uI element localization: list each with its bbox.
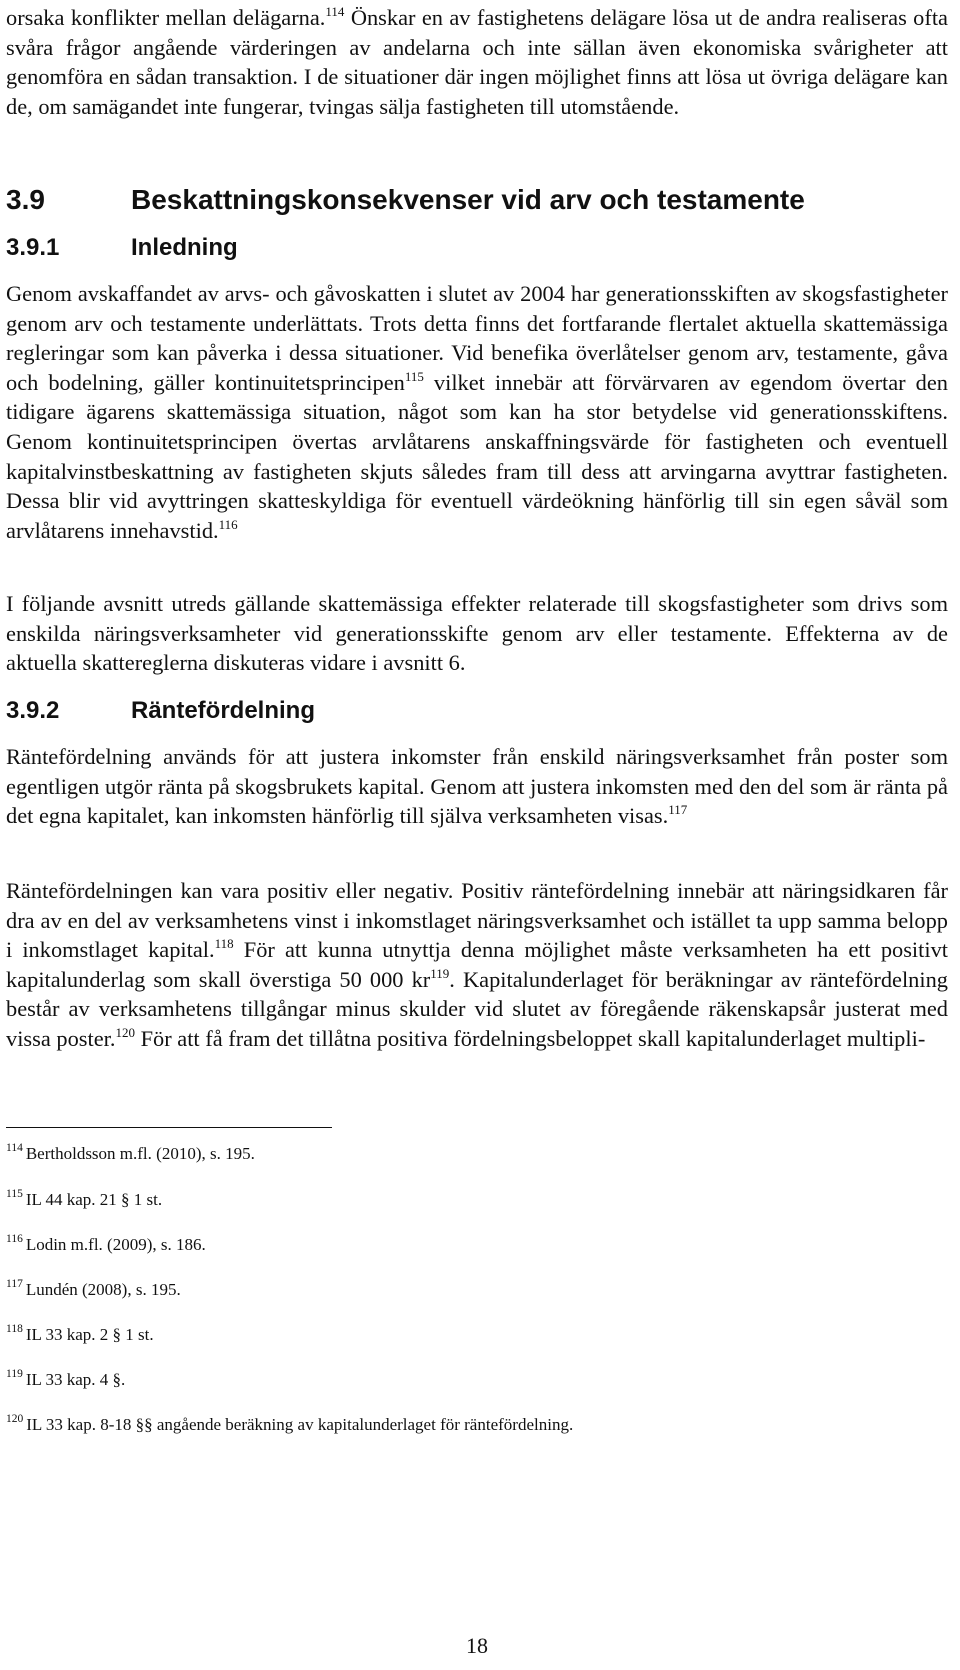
paragraph-text: vilket innebär att förvärvaren av egendom övertar den tidigare ägarens skattemässiga situation, något som kan ha stor betydelse vid generationsskiftens. Genom kontinuitetsprincipen övertas arvlåtarens anskaffningsvärde för fastigheten och eventuell kapitalvinstbeskattning av fastigheten skjuts således fram till dess att arvingarna avyttrar fastigheten. Dessa blir vid avyttringen skatteskyldiga för eventuell värdeökning hänförlig till sin egen såväl som arvlåtarens innehavstid. [6,369,948,543]
footnote-number: 119 [6,1368,23,1380]
footnote-ref[interactable]: 119 [430,965,450,981]
footnote [6,1415,573,1435]
subsection-title: Inledning [131,234,238,261]
footnote-ref[interactable]: 115 [404,368,424,384]
paragraph-text: Räntefördelningen kan vara positiv eller negativ. Positiv räntefördelning innebär att näringsidkaren får dra av en del av verksamhetens vinst i inkomstlaget näringsverksamhet och istället ta upp samma belopp i inkomstlaget kapital. [6,878,948,963]
footnote-text: IL 44 kap. 21 § 1 st. [25,1190,163,1209]
footnote-ref[interactable]: 116 [218,516,238,532]
footnote-text: IL 33 kap. 4 §. [25,1370,126,1389]
rantefordelning-paragraph-1 [6,742,948,831]
inledning-paragraph-2: I följande avsnitt utreds gällande skattemässiga effekter relaterade till skogsfastigheter som drivs som enskilda näringsverksamheter vid generationsskifte genom arv eller testamente. Effekterna av de aktuella skattereglerna diskuteras vidare i avsnitt 6. [6,591,948,676]
footnote-text: IL 33 kap. 8-18 §§ angående beräkning av kapitalunderlaget för räntefördelning. [26,1415,574,1434]
paragraph-text: orsaka konflikter mellan delägarna. [6,5,326,30]
footnote-text: Lodin m.fl. (2009), s. 186. [25,1235,206,1254]
footnote-text: Bertholdsson m.fl. (2010), s. 195. [25,1144,255,1163]
paragraph-text: Önskar en av fastighetens delägare lösa ut de andra realiseras ofta svåra frågor angående värderingen av andelarna och inte sällan även ekonomiska svårigheter att genomföra en sådan transaktion. I de situationer där ingen möjlighet finns att lösa ut övriga delägare kan de, om samägandet inte fungerar, tvingas sälja fastigheten till utomstående. [6,5,948,119]
footnote-ref[interactable]: 114 [325,4,345,19]
paragraph-text: För att kunna utnyttja denna möjlighet måste verksamheten ha ett positivt kapitalunderlag som skall överstiga 50 000 kr [6,937,948,992]
subsection-number: 3.9.1 [6,234,60,261]
subsection-number: 3.9.2 [6,697,60,724]
footnote-text: IL 33 kap. 2 § 1 st. [25,1325,154,1344]
section-title: Beskattningskonsekvenser vid arv och testamente [131,184,805,215]
footnote-number: 117 [6,1278,23,1290]
footnote [6,1370,125,1390]
document-page [6,0,948,1670]
footnote-number: 118 [6,1323,23,1335]
footnote [6,1325,154,1345]
footnote [6,1280,181,1300]
footnote-ref[interactable]: 120 [115,1024,135,1040]
footnote-number: 114 [6,1142,23,1154]
footnote-ref[interactable]: 118 [214,936,234,952]
footnote [6,1144,255,1164]
subsection-title: Räntefördelning [131,697,315,724]
paragraph-text: . Kapitalunderlaget för beräkningar av räntefördelning består av verksamhetens tillgångar minus skulder vid slutet av föregående räkenskapsår justerat med vissa poster. [6,966,948,1051]
footnote-number: 120 [6,1413,24,1425]
subsection-heading-inledning [6,234,238,262]
footnote [6,1235,206,1255]
page-number: 18 [466,1633,488,1658]
rantefordelning-paragraph-2 [6,876,948,1054]
section-number: 3.9 [6,184,45,215]
paragraph-text: För att få fram det tillåtna positiva fördelningsbeloppet skall kapitalunderlaget multipli- [134,1025,926,1051]
footnote [6,1190,162,1210]
inledning-paragraph-1 [6,279,948,545]
footnote-text: Lundén (2008), s. 195. [25,1280,181,1299]
continuation-paragraph [6,3,948,121]
section-heading [6,184,805,216]
footnote-separator [6,1127,332,1128]
footnote-ref[interactable]: 117 [668,802,688,818]
subsection-heading-rantefordelning [6,697,315,725]
footnote-number: 116 [6,1233,23,1245]
footnote-number: 115 [6,1188,23,1200]
paragraph-text: Räntefördelning används för att justera inkomster från enskild näringsverksamhet från poster som egentligen utgör ränta på skogsbrukets kapital. Genom att justera inkomsten med den del som är ränta på det egna kapitalet, kan inkomsten hänförlig till själva verksamheten visas. [6,744,948,829]
paragraph-text: Genom avskaffandet av arvs- och gåvoskatten i slutet av 2004 har generationsskiften av skogsfastigheter genom arv och testamente underlättats. Trots detta finns det fortfarande flertalet aktuella skattemässiga regleringar som kan påverka i dessa situationer. Vid benefika överlåtelser genom arv, testamente, gåva och bodelning, gäller kontinuitetsprincipen [6,281,948,395]
